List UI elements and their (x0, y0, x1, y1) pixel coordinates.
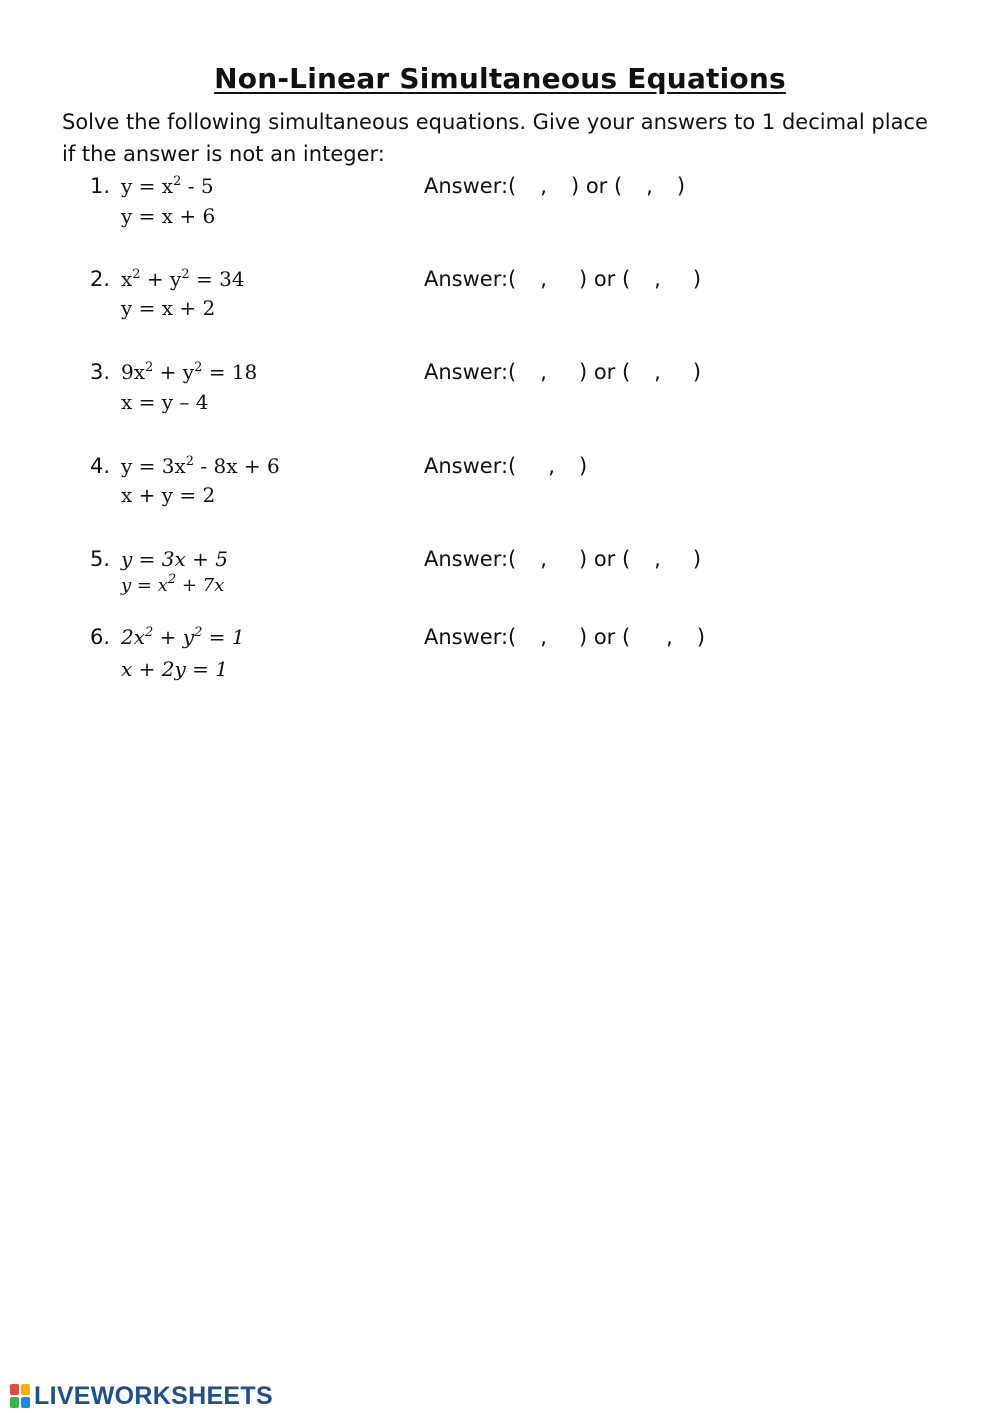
question-number: 5. (90, 547, 111, 571)
equation-2: y = x + 6 (121, 204, 216, 228)
equation-1: $x^2 + y^2 = 34$ (121, 267, 245, 291)
equation-2: x = y – 4 (121, 390, 209, 414)
liveworksheets-logo[interactable] (10, 1381, 273, 1411)
equation-1: $y = 3x^2 - 8x + 6$ (121, 454, 280, 478)
answer-2a-x[interactable] (516, 268, 540, 292)
answer-2b-x[interactable] (630, 268, 654, 292)
equation-2: $y = x^2 + 7x$ (121, 572, 225, 596)
answer-line: Answer:( , ) or ( , ) (424, 547, 702, 571)
worksheet-title: Non-Linear Simultaneous Equations (214, 62, 786, 95)
answer-1b-y[interactable] (653, 175, 677, 199)
answer-line: Answer:( , ) or ( , ) (424, 267, 702, 291)
answer-4-y[interactable] (555, 455, 579, 479)
equation-1: y = 3x + 5 (121, 547, 228, 571)
instructions-text: Solve the following simultaneous equations. Give your answers to 1 decimal place if the answer is not an integer: (62, 110, 928, 166)
answer-5a-x[interactable] (516, 548, 540, 572)
question-number: 6. (90, 625, 111, 649)
answer-1a-y[interactable] (547, 175, 571, 199)
answer-5b-x[interactable] (630, 548, 654, 572)
answer-line: Answer:( , ) (424, 454, 588, 478)
answer-6b-y[interactable] (673, 626, 697, 650)
answer-line: Answer:( , ) or ( , ) (424, 360, 702, 384)
answer-5b-y[interactable] (661, 548, 693, 572)
answer-3b-y[interactable] (661, 361, 693, 385)
equation-1: $2x^2 + y^2 = 1$ (121, 625, 245, 649)
answer-line: Answer:( , ) or ( , ) (424, 174, 686, 198)
answer-6a-x[interactable] (516, 626, 540, 650)
answer-4-x[interactable] (516, 455, 548, 479)
answer-6a-y[interactable] (547, 626, 579, 650)
answer-3a-y[interactable] (547, 361, 579, 385)
question-number: 4. (90, 454, 111, 478)
answer-6b-x[interactable] (630, 626, 666, 650)
answer-line: Answer:( , ) or ( , ) (424, 625, 706, 649)
answer-1a-x[interactable] (516, 175, 540, 199)
answer-3a-x[interactable] (516, 361, 540, 385)
answer-2a-y[interactable] (547, 268, 579, 292)
answer-1b-x[interactable] (622, 175, 646, 199)
equation-2: x + 2y = 1 (121, 657, 228, 681)
logo-text: LIVEWORKSHEETS (34, 1381, 273, 1410)
answer-3b-x[interactable] (630, 361, 654, 385)
answer-5a-y[interactable] (547, 548, 579, 572)
equation-1: $y = x^2 - 5$ (121, 174, 214, 198)
question-number: 3. (90, 360, 111, 384)
equation-1: $9x^2 + y^2 = 18$ (121, 360, 258, 384)
answer-2b-y[interactable] (661, 268, 693, 292)
question-number: 1. (90, 174, 111, 198)
equation-2: y = x + 2 (121, 296, 216, 320)
equation-2: x + y = 2 (121, 483, 216, 507)
liveworksheets-logo-icon (10, 1384, 30, 1408)
question-number: 2. (90, 267, 111, 291)
